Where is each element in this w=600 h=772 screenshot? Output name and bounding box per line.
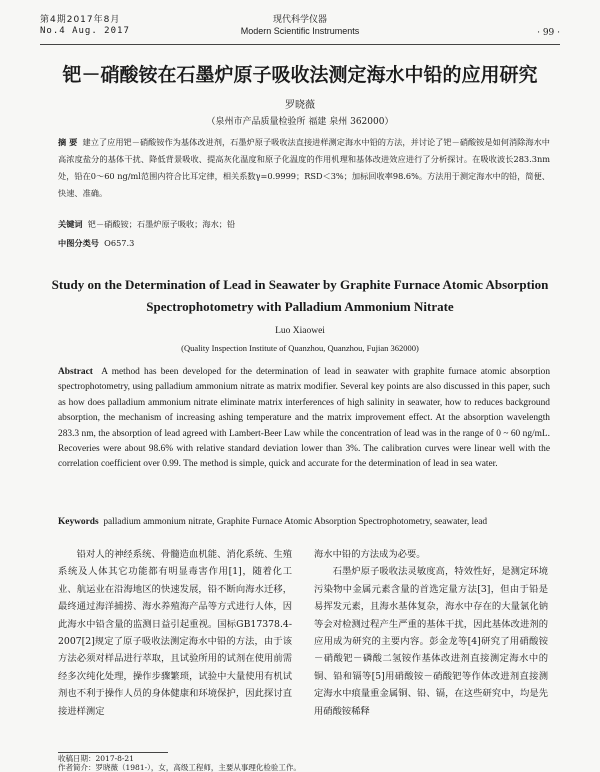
abstract-en-label: Abstract [58,367,93,377]
abstract-en [58,365,550,473]
footnote: 收稿日期：2017-8-21 作者简介：罗晓薇（1981-），女，高级工程师，主要从事理化检验工作。 [58,754,301,772]
keywords-en [58,517,550,527]
keywords-cn-label: 关键词 [58,219,83,229]
paper-title-en: Study on the Determination of Lead in Seawater by Graphite Furnace Atomic Absorption Spectrophotometry with Palladium Ammonium Nitrate [51,277,549,314]
issue-en: No.4 Aug. 2017 [40,26,130,36]
journal-name-cn: 现代科学仪器 [272,15,327,25]
author-en: Luo Xiaowei [275,326,325,336]
journal-name-en: Modern Scientific Instruments [240,26,360,36]
body-paragraph-continued: 海水中铅的方法成为必要。 [314,549,426,560]
keywords-en-label: Keywords [58,517,99,527]
affiliation-cn: （泉州市产品质量检验所 福建 泉州 362000） [206,117,394,127]
body-column-left [58,546,292,720]
paper-title-cn: 钯－硝酸铵在石墨炉原子吸收法测定海水中铅的应用研究 [62,64,538,86]
keywords-en-text: palladium ammonium nitrate, Graphite Furnace Atomic Absorption Spectrophotometry, seawater, lead [103,517,488,527]
keywords-cn-text: 钯－硝酸铵；石墨炉原子吸收；海水；铅 [87,219,236,229]
abstract-cn-text: 建立了应用钯－硝酸铵作为基体改进剂，石墨炉原子吸收法直接进样测定海水中铅的方法，并讨论了钯－硝酸铵是如何消除海水中高浓度盐分的基体干扰、降低背景吸收、提高灰化温度和原子化温度的作用机理和基体改进效应进行了分析探讨。在吸收波长283.3nm处，铅在0～60 ng/ml范围内符合比耳定律，相关系数γ=0.9999；RSD＜3%；加标回收率98.6%。方法用于测定海水中的铅，简便、快速、准确。 [58,137,550,198]
classification-cn [58,238,550,249]
abstract-en-text: A method has been developed for the determination of lead in seawater with graphite furnace atomic absorption spectrophotometry, using palladium ammonium nitrate as matrix modifier. Several key points are also discussed in this paper, such as how does palladium ammonium nitrate eliminate matrix interferences of high salinity in seawater, how to reduces background absorption, the mechanism of increasing ashing temperature and the matrix improvement effect. At the absorption wavelength 283.3 nm, the absorption of lead agreed with Lambert-Beer Law while the concentration of lead was in the range of 0 ~ 60 ng/mL. Recoveries were about 98.6% with relative standard deviation lower than 3%. The calibration curves were linear well with the correlation coefficient over 0.99. The method is simple, quick and accurate for the determination of lead in sea water. [58,367,551,470]
page-number: · 99 · [537,28,560,38]
running-header [40,10,560,45]
affiliation-en: (Quality Inspection Institute of Quanzhou, Quanzhou, Fujian 362000) [181,343,419,353]
keywords-cn [58,219,550,230]
classification-code: O657.3 [104,238,135,248]
footnote-rule [58,752,168,753]
issue-cn: 第4期2017年8月 [40,15,121,25]
author-cn: 罗晓薇 [285,100,315,111]
abstract-cn [58,134,550,202]
abstract-cn-label: 摘 要 [58,137,78,147]
body-paragraph: 石墨炉原子吸收法灵敏度高，特效性好，是测定环境污染物中金属元素含量的首选定量方法[3]，但由于铅是易挥发元素，且海水基体复杂，海水中存在的大量氯化钠等会对检测过程产生严重的基体干扰，因此基体改进剂的应用成为研究的主要内容。彭金龙等[4]研究了用硝酸铵－硝酸钯－磷酸二氢铵作基体改进剂直接测定海水中的铜、铅和镉等[5]用硝酸铵－硝酸钯等作体改进剂直接测定海水中痕量重金属铜、铅、镉，在这些研究中，均是先用硝酸铵稀释 [314,566,548,717]
classification-label: 中图分类号 [58,238,99,248]
body-column-right [314,546,548,720]
body-paragraph: 铅对人的神经系统、骨髓造血机能、消化系统、生殖系统及人体其它功能都有明显毒害作用[1]，随着化工业、航运业在沿海地区的快速发展，铅不断向海水迁移，最终通过海洋捕捞、海水养殖海产品等方式进行人体，因此海水中铅含量的监测日益引起重视。国标GB17378.4-2007[2]规定了原子吸收法测定海水中铅的方法，由于该方法必须对样品进行萃取，且试验所用的试剂在使用前需经多次纯化处理，操作步骤繁琐，试验中大量使用有机试剂也不利于操作人员的身体健康和环境保护，因此探讨直接进样测定 [58,549,292,717]
